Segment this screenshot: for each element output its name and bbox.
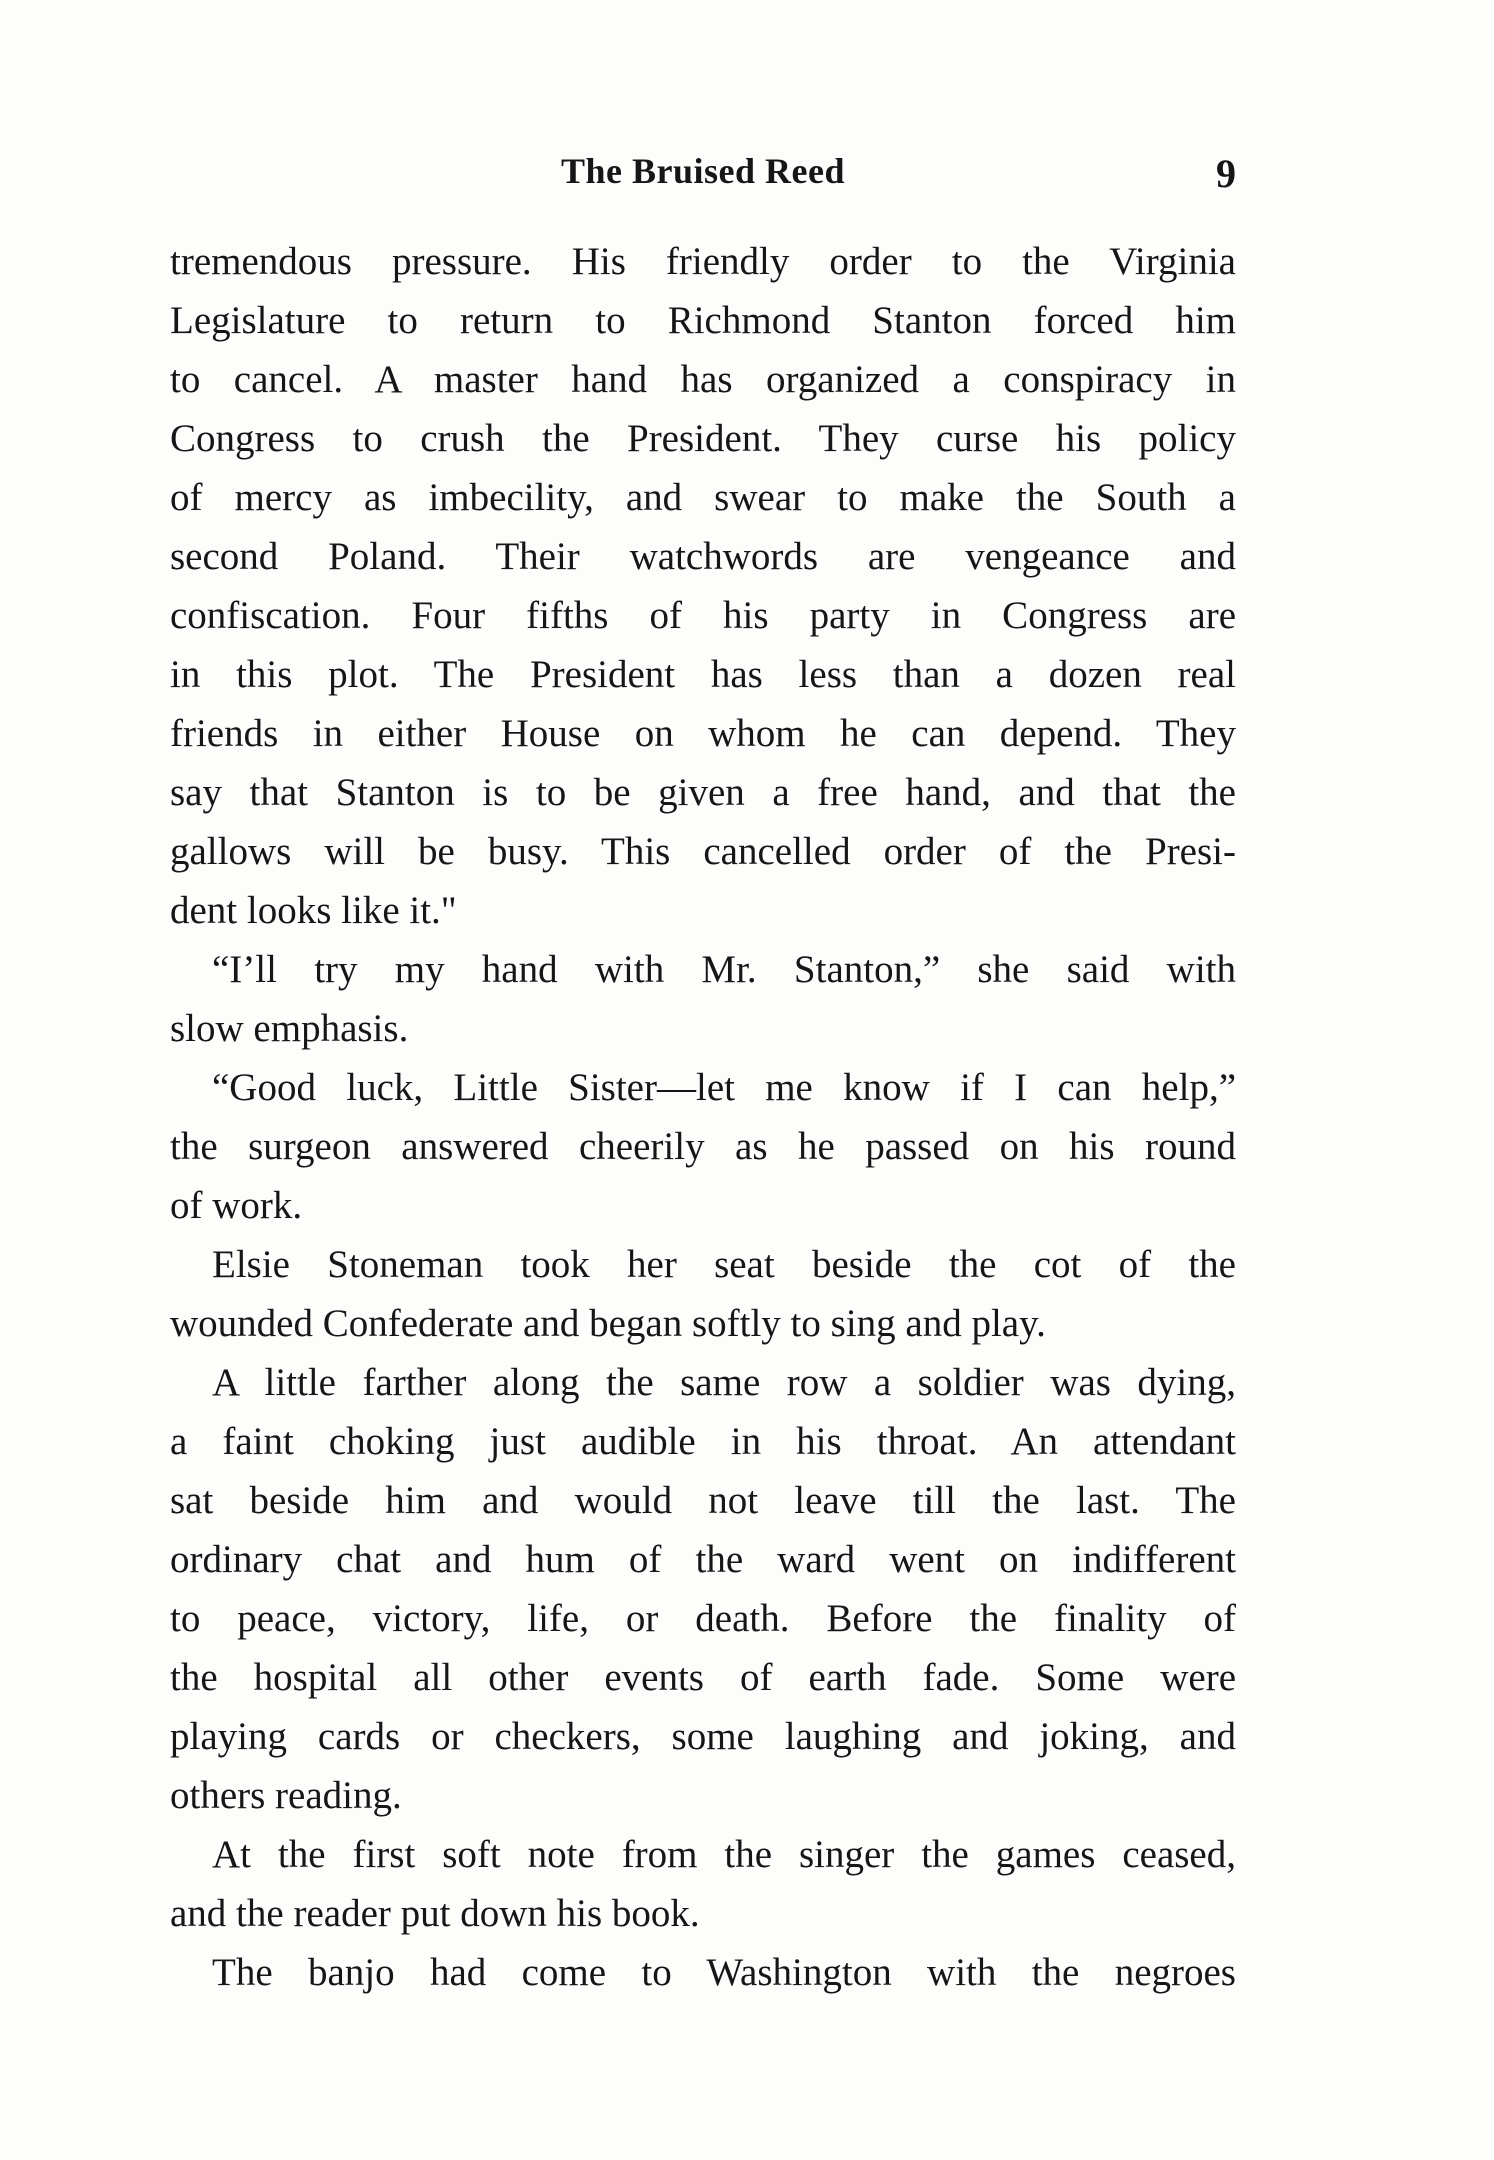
- text-line: playing cards or checkers, some laughing and joking, and: [170, 1715, 1236, 1758]
- paragraph: [170, 1058, 1236, 1235]
- paragraph: [170, 940, 1236, 1058]
- paragraph: [170, 1943, 1236, 2002]
- text-line: dent looks like it.": [170, 889, 457, 932]
- text-line: say that Stanton is to be given a free hand, and that the: [170, 771, 1236, 814]
- paragraph: [170, 1353, 1236, 1825]
- text-line: of work.: [170, 1184, 303, 1227]
- paragraph: [170, 232, 1236, 940]
- text-line: Legislature to return to Richmond Stanton forced him: [170, 299, 1236, 342]
- text-line: the surgeon answered cheerily as he passed on his round: [170, 1125, 1236, 1168]
- text-line: confiscation. Four fifths of his party in Congress are: [170, 594, 1236, 637]
- text-line: “Good luck, Little Sister—let me know if I can help,”: [212, 1066, 1236, 1109]
- text-line: of mercy as imbecility, and swear to make the South a: [170, 476, 1236, 519]
- page-number: 9: [1216, 151, 1236, 196]
- text-line: to peace, victory, life, or death. Before the finality of: [170, 1597, 1236, 1640]
- text-line: At the first soft note from the singer the games ceased,: [212, 1833, 1236, 1876]
- text-line: friends in either House on whom he can depend. They: [170, 712, 1236, 755]
- page-header: [170, 150, 1236, 200]
- text-line: the hospital all other events of earth fade. Some were: [170, 1656, 1236, 1699]
- text-line: “I’ll try my hand with Mr. Stanton,” she said with: [212, 948, 1236, 991]
- text-line: others reading.: [170, 1774, 402, 1817]
- text-line: tremendous pressure. His friendly order to the Virginia: [170, 240, 1236, 283]
- text-line: sat beside him and would not leave till the last. The: [170, 1479, 1236, 1522]
- text-line: second Poland. Their watchwords are vengeance and: [170, 535, 1236, 578]
- page-body: [170, 232, 1236, 2002]
- running-title: The Bruised Reed: [560, 151, 845, 191]
- text-line: gallows will be busy. This cancelled order of the Presi-: [170, 830, 1236, 873]
- text-line: Elsie Stoneman took her seat beside the cot of the: [212, 1243, 1236, 1286]
- text-line: wounded Confederate and began softly to sing and play.: [170, 1302, 1046, 1345]
- text-line: The banjo had come to Washington with the negroes: [212, 1951, 1236, 1994]
- text-line: a faint choking just audible in his throat. An attendant: [170, 1420, 1236, 1463]
- text-line: to cancel. A master hand has organized a conspiracy in: [170, 358, 1236, 401]
- text-line: A little farther along the same row a soldier was dying,: [212, 1361, 1236, 1404]
- text-line: and the reader put down his book.: [170, 1892, 700, 1935]
- text-line: ordinary chat and hum of the ward went on indifferent: [170, 1538, 1236, 1581]
- text-line: in this plot. The President has less than a dozen real: [170, 653, 1236, 696]
- paragraph: [170, 1825, 1236, 1943]
- paragraph: [170, 1235, 1236, 1353]
- text-line: Congress to crush the President. They curse his policy: [170, 417, 1236, 460]
- text-line: slow emphasis.: [170, 1007, 409, 1050]
